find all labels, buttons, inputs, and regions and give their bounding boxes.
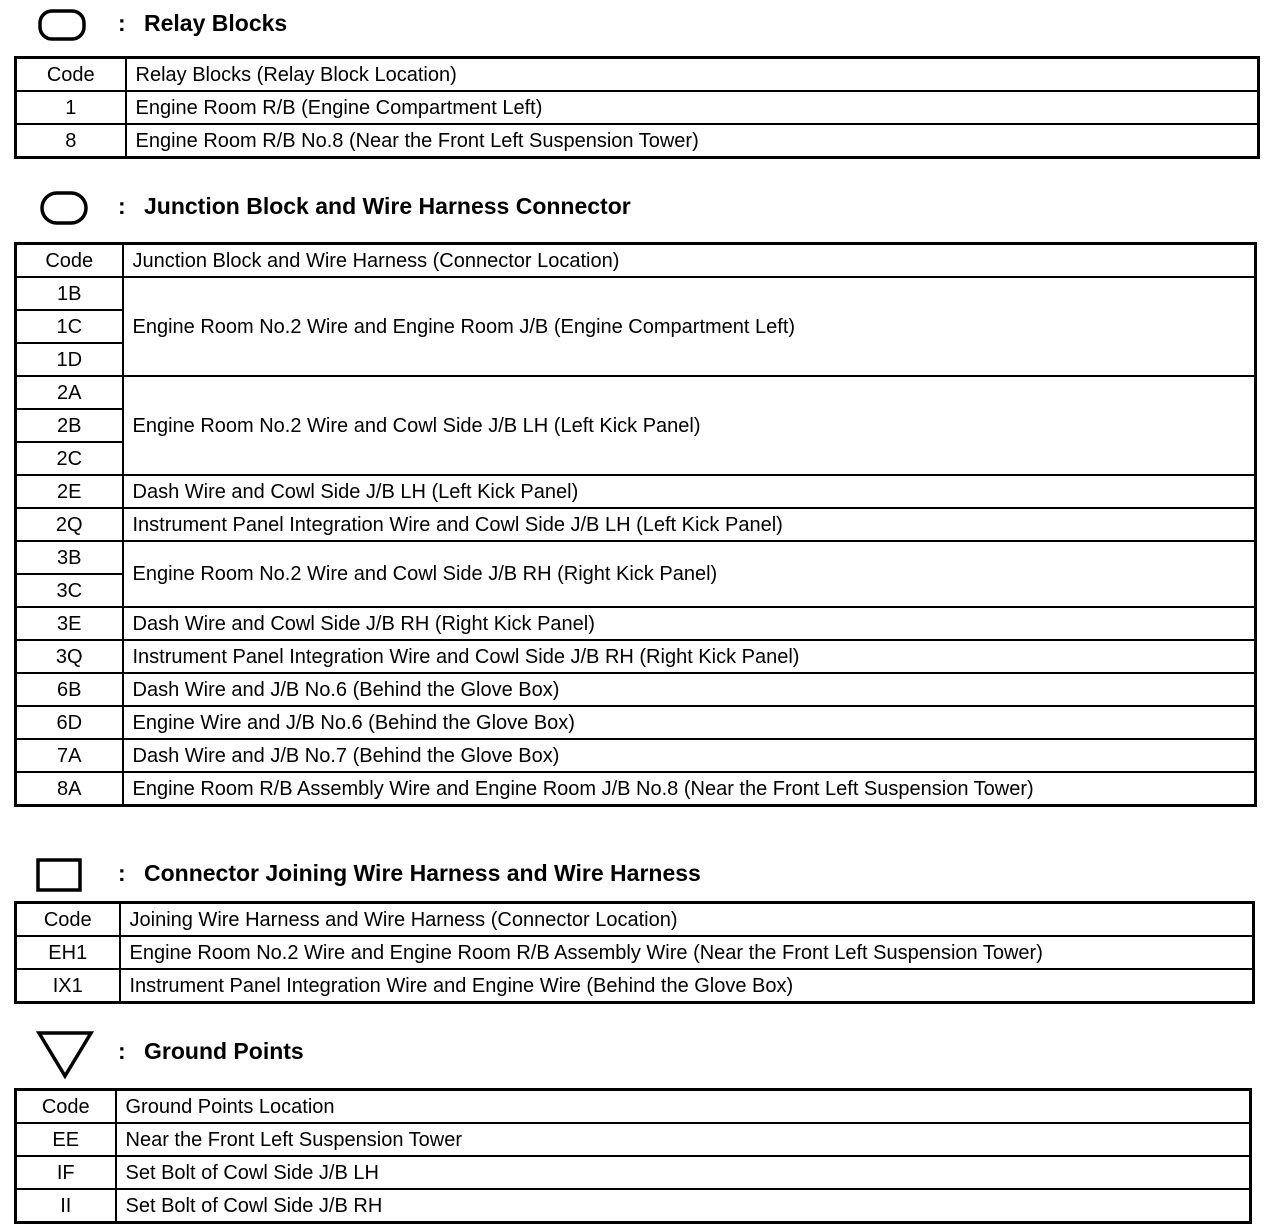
code-cell: 6D <box>16 706 123 739</box>
code-cell: 2A <box>16 376 123 409</box>
description-cell: Engine Room R/B No.8 (Near the Front Left Suspension Tower) <box>126 124 1259 158</box>
code-cell: 1C <box>16 310 123 343</box>
code-cell: IX1 <box>16 969 120 1003</box>
rounded-rectangle-icon <box>38 9 86 41</box>
ground-colon: : <box>118 1038 126 1064</box>
code-cell: 8 <box>16 124 126 158</box>
code-cell: 3E <box>16 607 123 640</box>
description-cell: Instrument Panel Integration Wire and Cowl Side J/B RH (Right Kick Panel) <box>123 640 1256 673</box>
description-cell: Engine Room R/B Assembly Wire and Engine Room J/B No.8 (Near the Front Left Suspension Tower) <box>123 772 1256 806</box>
junction-colon: : <box>118 193 126 219</box>
code-cell: IF <box>16 1156 116 1189</box>
code-cell: 2Q <box>16 508 123 541</box>
description-header: Relay Blocks (Relay Block Location) <box>126 58 1259 92</box>
description-cell: Dash Wire and J/B No.7 (Behind the Glove Box) <box>123 739 1256 772</box>
description-cell: Set Bolt of Cowl Side J/B RH <box>116 1189 1251 1223</box>
description-cell: Dash Wire and J/B No.6 (Behind the Glove Box) <box>123 673 1256 706</box>
down-triangle-icon <box>36 1030 94 1080</box>
code-cell: 1B <box>16 277 123 310</box>
code-cell: 3C <box>16 574 123 607</box>
connector-table <box>14 901 1255 1004</box>
description-cell: Engine Room No.2 Wire and Engine Room R/B Assembly Wire (Near the Front Left Suspension Tower) <box>120 936 1254 969</box>
description-cell: Engine Room No.2 Wire and Cowl Side J/B RH (Right Kick Panel) <box>123 541 1256 607</box>
code-cell: 7A <box>16 739 123 772</box>
code-cell: EH1 <box>16 936 120 969</box>
description-cell: Engine Wire and J/B No.6 (Behind the Glove Box) <box>123 706 1256 739</box>
connector-heading: Connector Joining Wire Harness and Wire Harness <box>144 860 701 886</box>
table-row <box>16 508 1256 541</box>
table-row <box>16 607 1256 640</box>
code-cell: EE <box>16 1123 116 1156</box>
table-row <box>16 277 1256 310</box>
description-cell: Set Bolt of Cowl Side J/B LH <box>116 1156 1251 1189</box>
junction-table <box>14 242 1257 807</box>
square-icon <box>36 858 82 892</box>
code-cell: 1 <box>16 91 126 124</box>
table-row <box>16 1189 1251 1223</box>
code-cell: 3B <box>16 541 123 574</box>
connector-colon: : <box>118 860 126 886</box>
description-header: Joining Wire Harness and Wire Harness (Connector Location) <box>120 903 1254 937</box>
table-row <box>16 91 1259 124</box>
relay-heading: Relay Blocks <box>144 10 288 36</box>
code-cell: 3Q <box>16 640 123 673</box>
table-row <box>16 1156 1251 1189</box>
code-cell: 1D <box>16 343 123 376</box>
oval-icon <box>40 191 88 225</box>
code-header: Code <box>16 58 126 92</box>
code-cell: II <box>16 1189 116 1223</box>
junction-heading: Junction Block and Wire Harness Connector <box>144 193 631 219</box>
table-row <box>16 541 1256 574</box>
table-header-row <box>16 1090 1251 1124</box>
table-row <box>16 475 1256 508</box>
description-cell: Engine Room No.2 Wire and Cowl Side J/B LH (Left Kick Panel) <box>123 376 1256 475</box>
code-cell: 2E <box>16 475 123 508</box>
table-header-row <box>16 58 1259 92</box>
table-row <box>16 640 1256 673</box>
description-cell: Engine Room No.2 Wire and Engine Room J/B (Engine Compartment Left) <box>123 277 1256 376</box>
table-header-row <box>16 244 1256 278</box>
description-cell: Dash Wire and Cowl Side J/B RH (Right Kick Panel) <box>123 607 1256 640</box>
description-cell: Near the Front Left Suspension Tower <box>116 1123 1251 1156</box>
table-row <box>16 1123 1251 1156</box>
table-row <box>16 673 1256 706</box>
code-cell: 2C <box>16 442 123 475</box>
code-cell: 8A <box>16 772 123 806</box>
relay-colon: : <box>118 10 126 36</box>
code-cell: 2B <box>16 409 123 442</box>
ground-table <box>14 1088 1252 1224</box>
description-cell: Dash Wire and Cowl Side J/B LH (Left Kick Panel) <box>123 475 1256 508</box>
ground-heading: Ground Points <box>144 1038 304 1064</box>
code-cell: 6B <box>16 673 123 706</box>
description-header: Junction Block and Wire Harness (Connector Location) <box>123 244 1256 278</box>
code-header: Code <box>16 1090 116 1124</box>
relay-table <box>14 56 1260 159</box>
table-row <box>16 739 1256 772</box>
code-header: Code <box>16 244 123 278</box>
description-header: Ground Points Location <box>116 1090 1251 1124</box>
table-row <box>16 376 1256 409</box>
description-cell: Engine Room R/B (Engine Compartment Left) <box>126 91 1259 124</box>
table-row <box>16 706 1256 739</box>
table-row <box>16 936 1254 969</box>
code-header: Code <box>16 903 120 937</box>
table-row <box>16 124 1259 158</box>
table-row <box>16 969 1254 1003</box>
table-header-row <box>16 903 1254 937</box>
description-cell: Instrument Panel Integration Wire and Engine Wire (Behind the Glove Box) <box>120 969 1254 1003</box>
description-cell: Instrument Panel Integration Wire and Cowl Side J/B LH (Left Kick Panel) <box>123 508 1256 541</box>
table-row <box>16 772 1256 806</box>
